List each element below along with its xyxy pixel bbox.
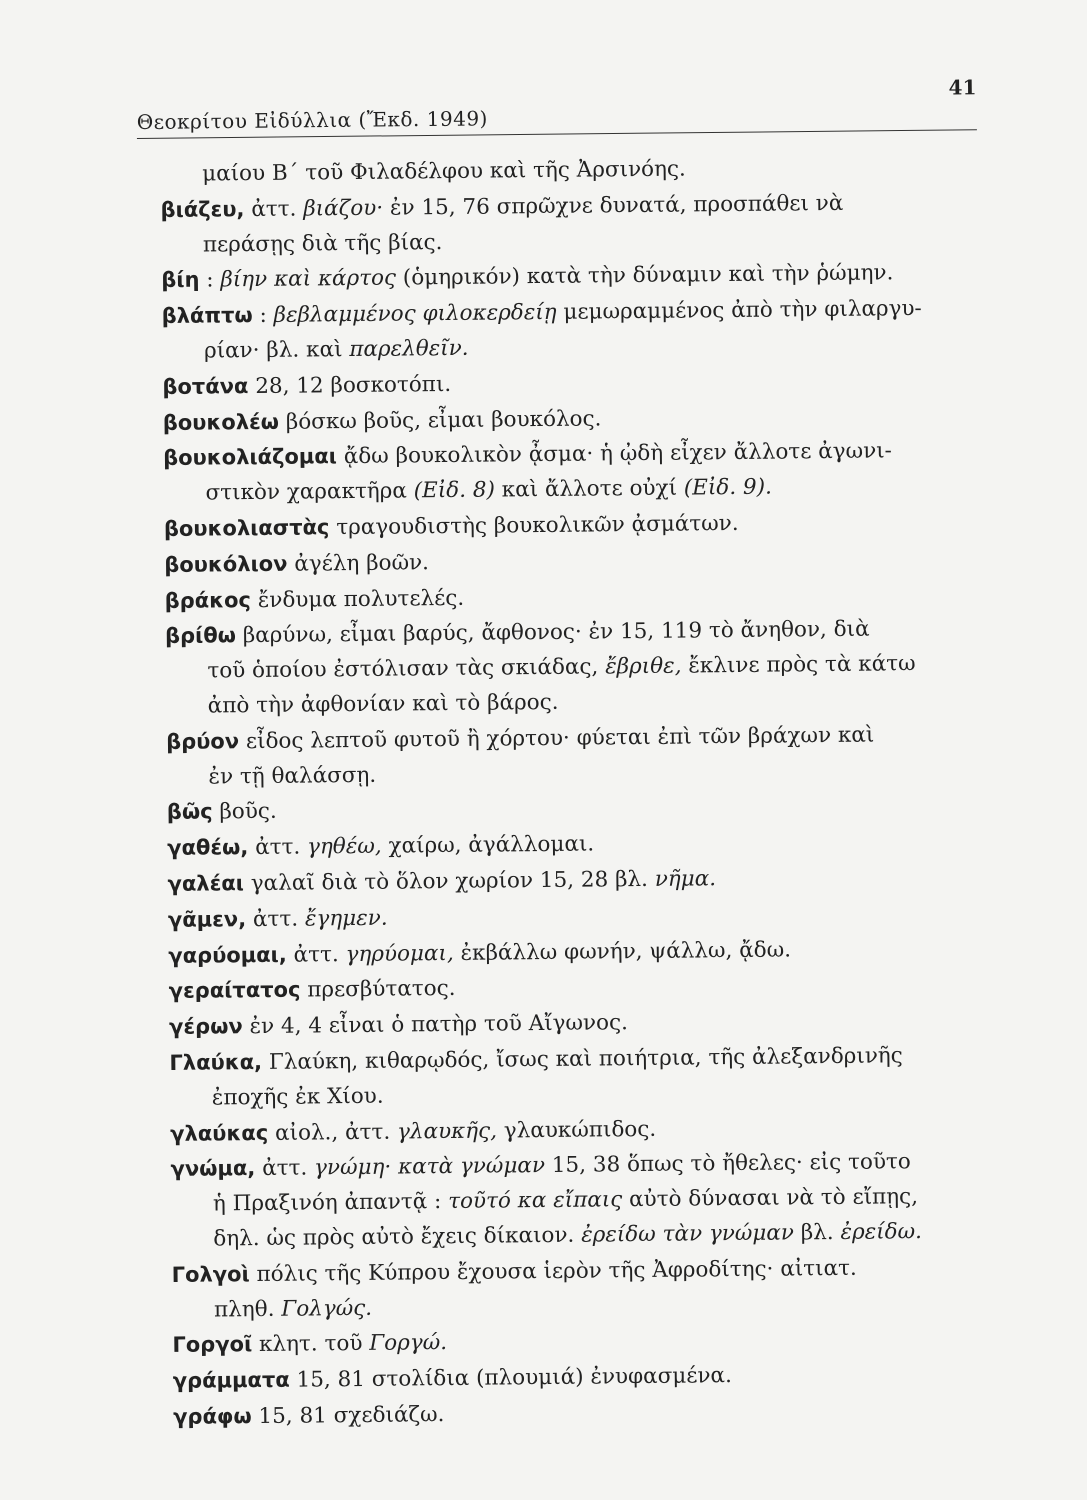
definition-text: καὶ ἄλλοτε οὐχί: [494, 475, 684, 503]
headword: βῶς: [166, 799, 213, 825]
headword: βουκόλιον: [164, 551, 288, 577]
definition-text: κλητ. τοῦ: [252, 1331, 370, 1358]
definition-text: ρίαν· βλ. καὶ: [203, 337, 350, 364]
italic-citation: γηρύομαι,: [345, 940, 454, 967]
definition-text: πληθ.: [213, 1296, 282, 1322]
definition-text: 15, 38 ὅπως τὸ ἤθελες· εἰς τοῦτο: [544, 1149, 911, 1179]
headword: γαλέαι: [167, 871, 245, 896]
definition-text: ἀττ.: [248, 834, 308, 861]
definition-text: πρεσβύτατος.: [300, 976, 456, 1003]
headword: Γολγοὶ: [171, 1261, 250, 1287]
definition-text: ἔκλινε πρὸς τὰ κάτω: [681, 651, 916, 679]
definition-text: τραγουδιστὴς βουκολικῶν ᾀσμάτων.: [329, 510, 739, 541]
definition-text: (ὁμηρικόν) κατὰ τὴν δύναμιν καὶ τὴν ῥώμην.: [395, 260, 894, 291]
headword: βρίθω: [164, 623, 237, 649]
italic-citation: βεβλαμμένος φιλοκερδείῃ: [273, 300, 557, 329]
headword: γράμματα: [172, 1367, 290, 1394]
headword: γράφω: [173, 1404, 252, 1429]
headword: γαθέω,: [167, 835, 249, 861]
definition-text: ἐν 4, 4 εἶναι ὁ πατὴρ τοῦ Αἴγωνος.: [242, 1010, 629, 1040]
headword: βρύον: [165, 728, 240, 754]
definition-text: στικὸν χαρακτῆρα: [205, 478, 414, 506]
glossary-entries: [160, 149, 1003, 1435]
italic-citation: βιάζου·: [303, 195, 384, 222]
italic-citation: ἐρείδω.: [840, 1218, 923, 1245]
definition-text: ἡ Πραξινόη ἀπαντᾷ :: [212, 1189, 449, 1217]
headword: βράκος: [164, 587, 252, 613]
italic-citation: (Εἰδ. 9).: [683, 474, 773, 501]
definition-text: αἰολ., ἀττ.: [268, 1119, 398, 1146]
headword: Γοργοῖ: [172, 1332, 253, 1358]
definition-text: αὐτὸ δύνασαι νὰ τὸ εἴπῃς,: [622, 1184, 919, 1213]
definition-text: ἀττ.: [255, 1155, 315, 1182]
italic-citation: ἔγημεν.: [304, 905, 388, 932]
definition-text: μαίου Β΄ τοῦ Φιλαδέλφου καὶ τῆς Ἀρσινόης.: [202, 156, 686, 187]
definition-text: 28, 12 βοσκοτόπι.: [248, 371, 452, 399]
definition-text: :: [252, 303, 274, 329]
definition-text: περάσῃς διὰ τῆς βίας.: [202, 229, 443, 258]
definition-text: βοῦς.: [212, 799, 277, 825]
definition-text: ἐποχῆς ἐκ Χίου.: [211, 1083, 384, 1111]
italic-citation: βίην καὶ κάρτος: [220, 265, 397, 293]
definition-text: βόσκω βοῦς, εἶμαι βουκόλος.: [278, 405, 602, 435]
headword: γέρων: [168, 1014, 243, 1040]
headword: Γλαύκα,: [169, 1049, 263, 1075]
definition-text: εἶδος λεπτοῦ φυτοῦ ἢ χόρτου· φύεται ἐπὶ τῶν βράχων καὶ: [238, 722, 875, 754]
headword: γᾶμεν,: [167, 906, 247, 932]
definition-text: ᾄδω βουκολικὸν ᾆσμα· ἡ ᾠδὴ εἶχεν ἄλλοτε ἀγωνι-: [336, 438, 893, 470]
definition-text: :: [199, 267, 221, 293]
definition-text: γαλαῖ διὰ τὸ ὅλον χωρίον 15, 28 βλ.: [243, 866, 655, 897]
definition-text: ἐν 15, 76 σπρῶχνε δυνατά, προσπάθει νὰ: [383, 190, 844, 221]
italic-citation: παρελθεῖν.: [349, 335, 469, 363]
glossary-entry-line: [173, 1391, 1003, 1435]
definition-text: βλ.: [793, 1219, 841, 1246]
definition-text: χαίρω, ἀγάλλομαι.: [381, 831, 595, 859]
headword: γεραίτατος: [168, 977, 301, 1004]
definition-text: γλαυκώπιδος.: [496, 1116, 657, 1144]
italic-citation: (Εἰδ. 8): [413, 477, 496, 504]
definition-text: βαρύνω, εἶμαι βαρύς, ἄφθονος· ἐν 15, 119 τὸ ἄνηθον, διὰ: [235, 616, 870, 649]
definition-text: μεμωραμμένος ἀπὸ τὴν φιλαργυ-: [556, 296, 922, 326]
italic-citation: γηθέω,: [306, 833, 382, 860]
headword: βουκολιαστὰς: [163, 515, 330, 541]
definition-text: τοῦ ὁποίου ἐστόλισαν τὰς σκιάδας,: [207, 654, 606, 684]
definition-text: πόλις τῆς Κύπρου ἔχουσα ἱερὸν τῆς Ἀφροδίτης· αἰτιατ.: [249, 1255, 857, 1287]
definition-text: 15, 81 στολίδια (πλουμιά) ἐνυφασμένα.: [289, 1363, 732, 1393]
definition-text: δηλ. ὡς πρὸς αὐτὸ ἔχεις δίκαιον.: [213, 1222, 582, 1252]
italic-citation: τοῦτό κα εἴπαις: [448, 1187, 623, 1215]
definition-text: ἀπὸ τὴν ἀφθονίαν καὶ τὸ βάρος.: [207, 689, 559, 719]
definition-text: ἀγέλη βοῶν.: [287, 549, 430, 577]
running-title: Θεοκρίτου Εἰδύλλια (Ἔκδ. 1949): [136, 106, 489, 135]
headword: βοτάνα: [162, 373, 249, 399]
headword: βιάζευ,: [160, 196, 245, 222]
page-number: 41: [948, 75, 977, 100]
headword: βουκολέω: [162, 409, 280, 435]
definition-text: ἔνδυμα πολυτελές.: [250, 585, 465, 613]
headword: βλάπτω: [161, 303, 253, 329]
definition-text: ἀττ.: [246, 906, 306, 932]
definition-text: ἐκβάλλω φωνήν, ψάλλω, ᾄδω.: [453, 936, 792, 966]
italic-citation: νῆμα.: [654, 866, 717, 892]
headword: βουκολιάζομαι: [163, 444, 338, 471]
headword: γαρύομαι,: [168, 942, 287, 968]
italic-citation: Γοργώ.: [369, 1330, 448, 1357]
italic-citation: γλαυκῆς,: [396, 1118, 498, 1145]
headword: γλαύκας: [170, 1120, 269, 1146]
definition-text: ἀττ.: [286, 941, 346, 968]
italic-citation: ἐρείδω τὰν γνώμαν: [581, 1220, 795, 1248]
definition-text: 15, 81 σχεδιάζω.: [251, 1401, 445, 1429]
definition-text: Γλαύκη, κιθαρῳδός, ἴσως καὶ ποιήτρια, τῆς ἀλεξανδρινῆς: [261, 1043, 903, 1075]
italic-citation: γνώμη· κατὰ γνώμαν: [313, 1153, 546, 1181]
definition-text: ἐν τῇ θαλάσσῃ.: [208, 762, 377, 790]
page-header: [136, 75, 977, 144]
headword: βίη: [161, 267, 200, 293]
italic-citation: Γολγώς.: [281, 1295, 373, 1322]
definition-text: ἀττ.: [244, 196, 304, 222]
headword: γνώμα,: [170, 1156, 256, 1182]
italic-citation: ἔβριθε,: [605, 653, 682, 680]
